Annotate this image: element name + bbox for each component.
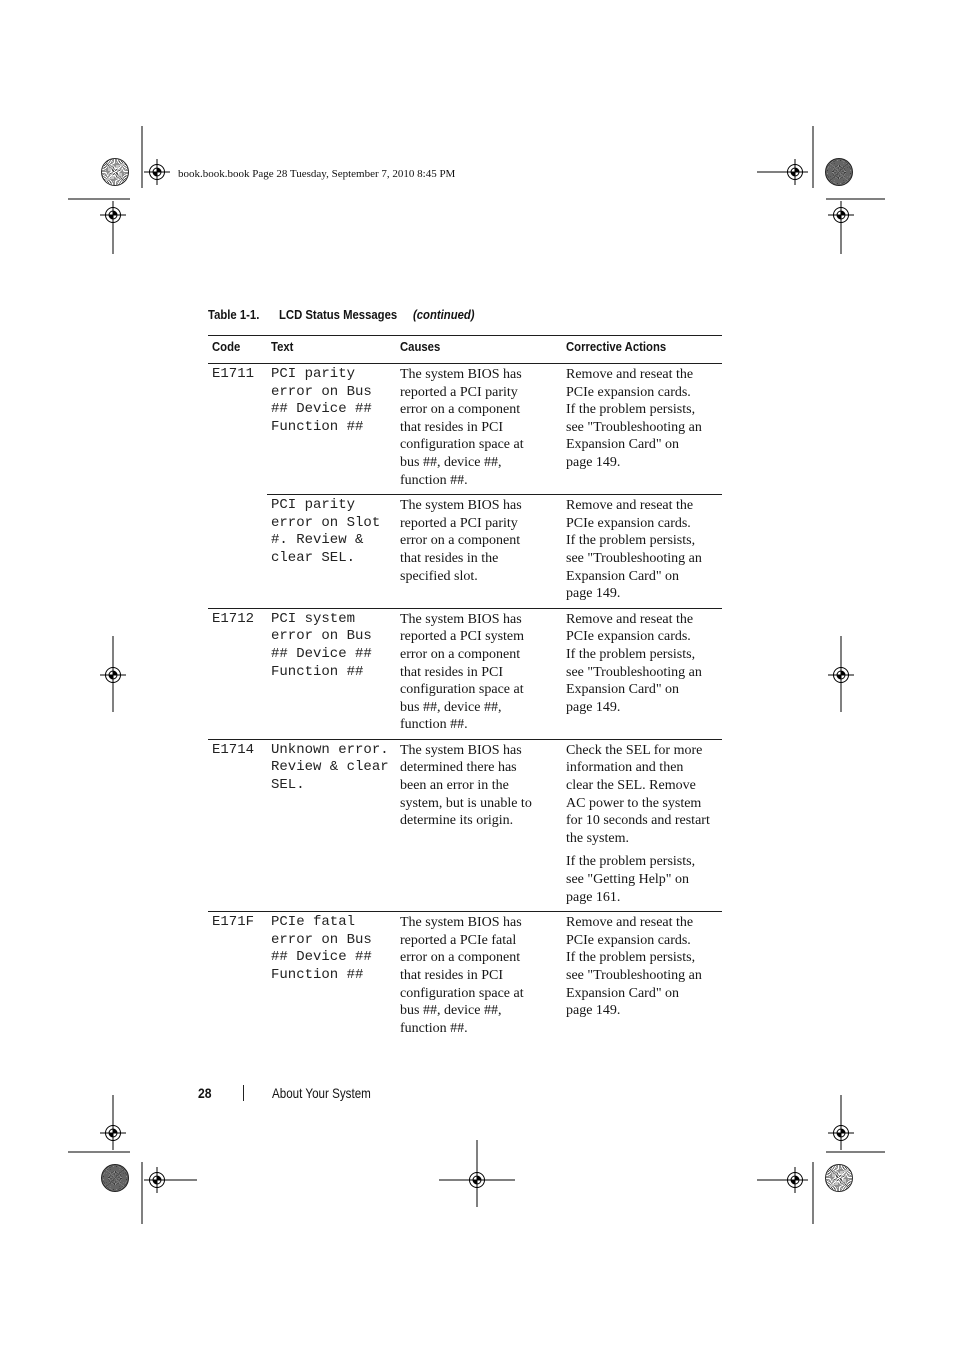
text-cell: [267, 495, 396, 608]
table-label: Table 1-1.: [208, 307, 260, 322]
text-cell: [267, 740, 396, 911]
cell-line: Function ##: [271, 418, 364, 435]
cell-line: function ##.: [400, 1020, 468, 1036]
cell-line: page 149.: [566, 1003, 621, 1019]
table-group-e1712: [208, 609, 722, 740]
cell-line: #. Review &: [271, 532, 364, 549]
actions-cell: [562, 495, 722, 608]
cell-line: configuration space at: [400, 985, 524, 1001]
action-paragraph: [566, 497, 722, 532]
table-group-e1711: [208, 364, 722, 609]
table-row: [267, 740, 722, 911]
cell-line: error on a component: [400, 950, 521, 966]
cell-line: determine its origin.: [400, 813, 514, 829]
table-row: [267, 494, 722, 608]
table-row: [267, 912, 722, 1042]
cell-line: page 149.: [566, 454, 621, 470]
causes-cell: [396, 912, 562, 1042]
cell-line: Expansion Card" on: [566, 682, 680, 698]
cell-line: been an error in the: [400, 778, 509, 794]
cell-line: If the problem persists,: [566, 533, 696, 549]
registration-mark: [828, 202, 854, 228]
cell-line: AC power to the system: [566, 795, 702, 811]
cell-line: see "Troubleshooting an: [566, 419, 702, 435]
cell-line: PCI parity: [271, 366, 356, 382]
cell-line: the system.: [566, 830, 629, 846]
code-cell: [208, 740, 267, 911]
column-header-causes: [396, 336, 562, 363]
action-paragraph: [566, 914, 722, 949]
action-paragraph: [566, 611, 722, 646]
cell-line: see "Troubleshooting an: [566, 968, 702, 983]
cell-line: reported a PCI system: [400, 629, 525, 645]
cell-line: Expansion Card" on: [566, 985, 680, 1001]
cell-line: function ##.: [400, 472, 468, 488]
cell-line: page 149.: [566, 586, 621, 602]
cell-line: error on a component: [400, 533, 521, 549]
cell-line: information and then: [566, 760, 684, 776]
cell-line: reported a PCIe fatal: [400, 932, 517, 948]
color-target-light: [825, 1164, 853, 1192]
cell-line: Expansion Card" on: [566, 568, 680, 584]
cell-line: The system BIOS has: [400, 498, 522, 514]
cell-line: error on Bus: [271, 628, 372, 645]
cell-line: error on a component: [400, 646, 521, 662]
cell-line: ## Device ##: [271, 949, 372, 966]
error-code: E1714: [212, 741, 255, 758]
actions-cell: [562, 912, 722, 1042]
cell-line: PCIe expansion cards.: [566, 515, 691, 531]
cell-line: Unknown error.: [271, 741, 389, 758]
causes-cell: [396, 609, 562, 739]
table-group-e1714: [208, 740, 722, 912]
table-row: [267, 364, 722, 494]
column-header-corrective-actions: [562, 336, 722, 363]
registration-mark: [782, 1167, 808, 1193]
causes-cell: [396, 740, 562, 911]
action-paragraph: [566, 853, 722, 906]
cell-line: The system BIOS has: [400, 915, 522, 931]
cell-line: Remove and reseat the: [566, 367, 694, 382]
table-header: [208, 335, 722, 364]
action-paragraph: [566, 742, 722, 848]
column-header-label: Text: [271, 339, 294, 354]
cell-line: specified slot.: [400, 568, 478, 584]
cell-line: PCIe expansion cards.: [566, 629, 691, 645]
cell-line: If the problem persists,: [566, 854, 696, 870]
registration-mark: [100, 662, 126, 688]
cell-line: PCI system: [271, 610, 356, 627]
column-header-code: [208, 336, 267, 363]
actions-cell: [562, 364, 722, 494]
cell-line: bus ##, device ##,: [400, 1003, 502, 1019]
cell-line: PCI parity: [271, 497, 356, 514]
cell-line: If the problem persists,: [566, 950, 696, 966]
causes-cell: [396, 364, 562, 494]
text-cell: [267, 609, 396, 739]
registration-mark: [100, 202, 126, 228]
footer-section-title: About Your System: [272, 1085, 371, 1101]
text-cell: [267, 364, 396, 494]
actions-cell: [562, 609, 722, 739]
table-title: LCD Status Messages: [279, 307, 398, 322]
color-target-dark: [825, 158, 853, 186]
color-target-light: [101, 158, 129, 186]
cell-line: PCIe fatal: [271, 914, 356, 931]
lcd-status-table: [208, 335, 722, 1042]
action-paragraph: [566, 366, 722, 401]
error-code: E1711: [212, 366, 255, 382]
table-body: [208, 364, 722, 1042]
cell-line: that resides in PCI: [400, 968, 504, 983]
footer-divider: [243, 1085, 244, 1101]
table-row: [267, 609, 722, 739]
table-subrows: [267, 364, 722, 608]
cell-line: error on Bus: [271, 931, 372, 948]
column-header-label: Code: [212, 339, 241, 354]
actions-cell: [562, 740, 722, 911]
cell-line: reported a PCI parity: [400, 515, 518, 531]
cell-line: reported a PCI parity: [400, 384, 518, 400]
cell-line: page 149.: [566, 699, 621, 715]
cell-line: PCIe expansion cards.: [566, 384, 691, 400]
registration-mark: [144, 159, 170, 185]
table-group-e171f: [208, 912, 722, 1042]
registration-mark: [828, 662, 854, 688]
text-cell: [267, 912, 396, 1042]
causes-cell: [396, 495, 562, 608]
action-paragraph: [566, 646, 722, 716]
cell-line: Check the SEL for more: [566, 742, 703, 758]
cell-line: Expansion Card" on: [566, 437, 680, 453]
error-code: E171F: [212, 914, 255, 931]
cell-line: see "Troubleshooting an: [566, 550, 702, 566]
cell-line: function ##.: [400, 717, 468, 733]
cell-line: PCIe expansion cards.: [566, 932, 691, 948]
cell-line: see "Troubleshooting an: [566, 664, 702, 680]
cell-line: determined there has: [400, 760, 517, 776]
cell-line: for 10 seconds and restart: [566, 813, 710, 829]
cell-line: clear SEL.: [271, 549, 356, 566]
print-slug: book.book.book Page 28 Tuesday, September 7, 2010 8:45 PM: [178, 168, 456, 180]
table-subrows: [267, 609, 722, 739]
registration-mark: [782, 159, 808, 185]
cell-line: SEL.: [271, 777, 305, 794]
cell-line: The system BIOS has: [400, 611, 522, 627]
cell-line: Remove and reseat the: [566, 915, 694, 931]
cell-line: that resides in the: [400, 550, 499, 566]
color-target-dark: [101, 1164, 129, 1192]
cell-line: The system BIOS has: [400, 367, 522, 382]
registration-mark: [144, 1167, 170, 1193]
cell-line: bus ##, device ##,: [400, 454, 502, 470]
action-paragraph: [566, 401, 722, 471]
cell-line: configuration space at: [400, 437, 524, 453]
code-cell: [208, 364, 267, 608]
column-header-label: Corrective Actions: [566, 339, 667, 354]
cell-line: Review & clear: [271, 759, 389, 776]
registration-mark: [828, 1120, 854, 1146]
cell-line: that resides in PCI: [400, 419, 504, 435]
cell-line: If the problem persists,: [566, 646, 696, 662]
cell-line: If the problem persists,: [566, 402, 696, 418]
cell-line: The system BIOS has: [400, 742, 522, 758]
cell-line: Function ##: [271, 663, 364, 680]
cell-line: system, but is unable to: [400, 795, 532, 811]
error-code: E1712: [212, 610, 255, 627]
page-number: 28: [198, 1085, 212, 1101]
cell-line: ## Device ##: [271, 645, 372, 662]
cell-line: Function ##: [271, 967, 364, 983]
cell-line: that resides in PCI: [400, 664, 504, 680]
cell-line: error on Slot: [271, 514, 381, 531]
code-cell: [208, 912, 267, 1042]
cell-line: error on a component: [400, 402, 521, 418]
column-header-label: Causes: [400, 339, 441, 354]
cell-line: configuration space at: [400, 682, 524, 698]
cell-line: see "Getting Help" on: [566, 872, 690, 888]
code-cell: [208, 609, 267, 739]
column-header-text: [267, 336, 396, 363]
cell-line: error on Bus: [271, 383, 372, 400]
table-continued: (continued): [413, 307, 475, 322]
action-paragraph: [566, 949, 722, 1019]
registration-mark: [464, 1167, 490, 1193]
cell-line: page 161.: [566, 889, 621, 905]
cell-line: Remove and reseat the: [566, 498, 694, 514]
cell-line: ## Device ##: [271, 401, 372, 418]
action-paragraph: [566, 532, 722, 602]
table-subrows: [267, 740, 722, 911]
table-subrows: [267, 912, 722, 1042]
registration-mark: [100, 1120, 126, 1146]
cell-line: Remove and reseat the: [566, 611, 694, 627]
cell-line: bus ##, device ##,: [400, 699, 502, 715]
cell-line: clear the SEL. Remove: [566, 778, 696, 794]
